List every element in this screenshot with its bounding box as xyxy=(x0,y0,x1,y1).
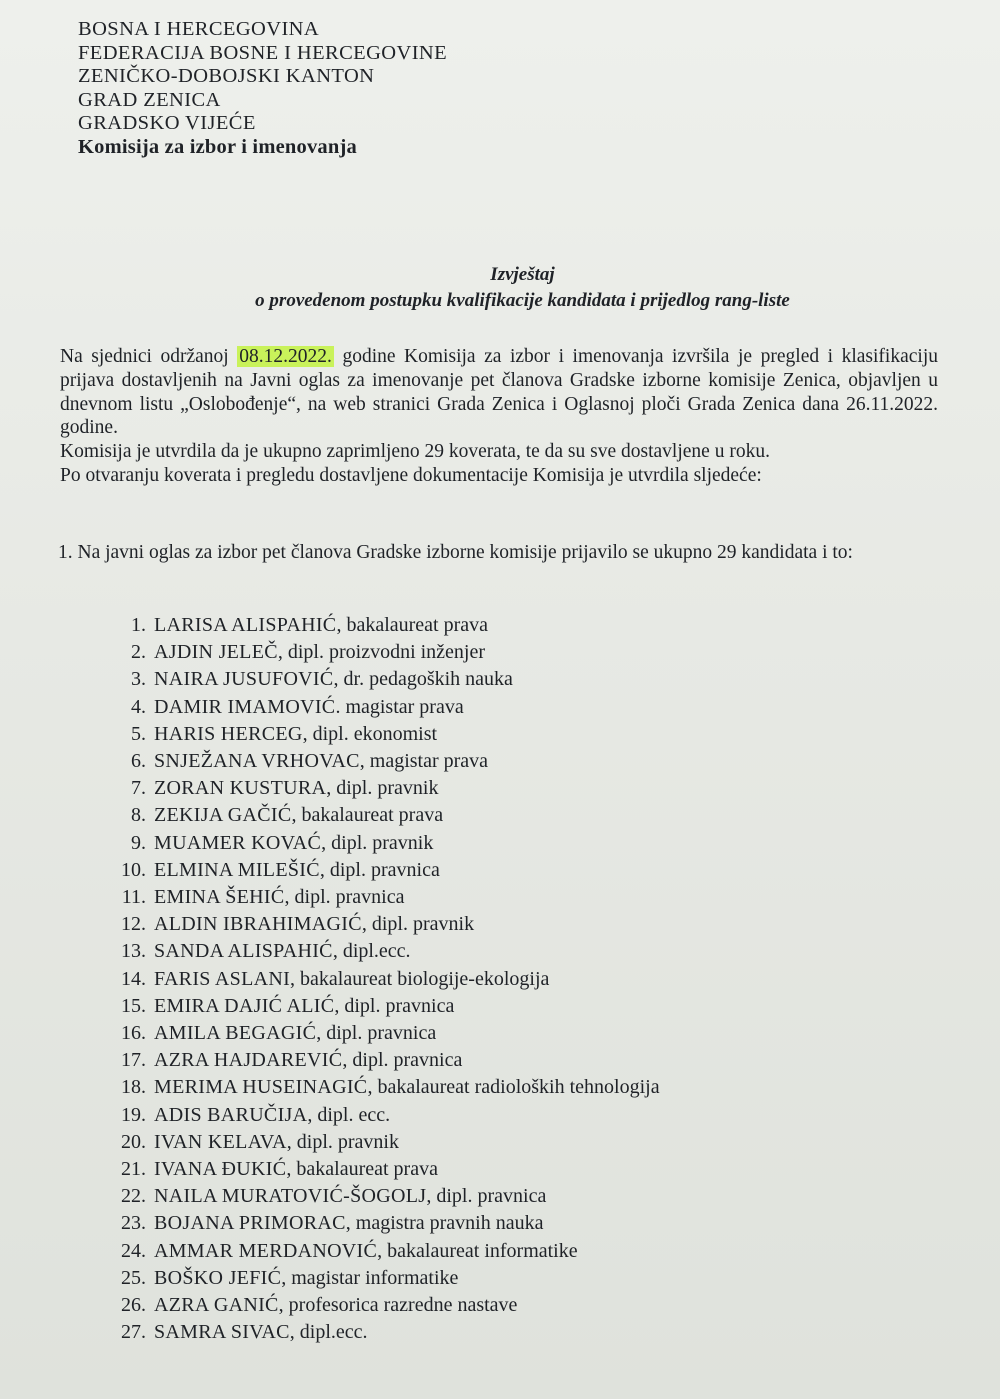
list-item xyxy=(100,1156,660,1183)
candidate-name: BOJANA PRIMORAC xyxy=(154,1212,346,1235)
list-item xyxy=(100,1210,660,1237)
candidate-qualification: , dipl. pravnik xyxy=(321,831,434,854)
candidate-name: NAIRA JUSUFOVIĆ xyxy=(154,668,334,691)
candidate-name: BOŠKO JEFIĆ xyxy=(154,1266,282,1289)
candidate-name: NAILA MURATOVIĆ-ŠOGOLJ xyxy=(154,1185,427,1208)
candidate-number: 9. xyxy=(131,831,146,854)
candidate-number: 25. xyxy=(121,1266,146,1289)
list-item xyxy=(100,612,660,639)
intro-after-date: godine Komisija za izbor i imenovanja izvršila je pregled i klasifikaciju prijava dostavljenih na Javni oglas za imenovanje pet članova Gradske izborne komisije Zenica, objavljen u dnevnom listu „Oslobođenje“, na web stranici Grada Zenica i Oglasnoj ploči Grada Zenica dana 26.11.2022. godine. xyxy=(60,346,938,439)
list-item xyxy=(100,993,660,1020)
candidate-qualification: , dipl. ecc. xyxy=(307,1103,391,1126)
report-title-subtitle: o provedenom postupku kvalifikacije kandidata i prijedlog rang-liste xyxy=(255,290,790,311)
candidate-name: SANDA ALISPAHIĆ xyxy=(154,940,333,963)
candidate-name: ALDIN IBRAHIMAGIĆ xyxy=(154,913,362,936)
intro-before-date: Na sjednici održanoj xyxy=(60,346,238,367)
list-item xyxy=(100,694,660,721)
document-header xyxy=(78,18,447,159)
report-title xyxy=(0,262,1000,314)
header-council: GRADSKO VIJEĆE xyxy=(78,112,256,134)
intro-findings-line: Po otvaranju koverata i pregledu dostavljene dokumentacije Komisija je utvrdila sljedeće: xyxy=(60,464,762,486)
candidate-number: 22. xyxy=(121,1185,146,1208)
candidate-qualification: , dipl. pravnica xyxy=(316,1022,437,1045)
candidate-qualification: , bakalaureat prava xyxy=(286,1158,438,1181)
list-item xyxy=(100,775,660,802)
intro-paragraph xyxy=(60,345,938,488)
candidate-number: 10. xyxy=(121,858,146,881)
candidate-qualification: , dipl. proizvodni inženjer xyxy=(277,641,486,664)
candidate-number: 23. xyxy=(121,1212,146,1235)
candidate-qualification: , magistar prava xyxy=(359,750,489,773)
list-item xyxy=(100,911,660,938)
candidate-number: 11. xyxy=(121,886,146,909)
header-country: BOSNA I HERCEGOVINA xyxy=(78,18,320,40)
candidate-name: ZEKIJA GAČIĆ xyxy=(154,804,292,827)
candidate-name: IVAN KELAVA xyxy=(154,1130,287,1153)
candidate-qualification: , dipl. pravnica xyxy=(319,858,440,881)
candidate-qualification: , dipl. pravnica xyxy=(426,1185,547,1208)
candidate-number: 3. xyxy=(131,668,146,691)
candidate-qualification: , profesorica razredne nastave xyxy=(278,1294,518,1317)
candidate-qualification: , magistra pravnih nauka xyxy=(345,1212,544,1235)
candidate-qualification: , dipl.ecc. xyxy=(332,940,411,963)
candidate-number: 15. xyxy=(121,994,146,1017)
candidate-name: MUAMER KOVAĆ xyxy=(154,831,322,854)
candidate-number: 16. xyxy=(121,1022,146,1045)
candidate-name: ELMINA MILEŠIĆ xyxy=(154,858,320,881)
candidate-qualification: , dipl. pravnik xyxy=(361,913,475,936)
candidate-qualification: , dipl.ecc. xyxy=(289,1321,368,1344)
header-commission: Komisija za izbor i imenovanja xyxy=(78,135,357,158)
list-item xyxy=(100,1129,660,1156)
highlighted-date: 08.12.2022. xyxy=(239,346,332,367)
candidate-name: DAMIR IMAMOVIĆ xyxy=(154,695,336,718)
candidate-number: 21. xyxy=(121,1158,146,1181)
list-item xyxy=(100,1047,660,1074)
intro-envelopes-line: Komisija je utvrdila da je ukupno zaprimljeno 29 koverata, te da su sve dostavljene u roku. xyxy=(60,441,770,463)
candidate-number: 13. xyxy=(121,940,146,963)
list-item xyxy=(100,1183,660,1210)
intro-sentence xyxy=(60,345,938,440)
list-item xyxy=(100,1292,660,1319)
candidate-number: 4. xyxy=(131,695,146,718)
candidate-qualification: , bakalaureat prava xyxy=(291,804,444,827)
candidate-qualification: , bakalaureat biologije-ekologija xyxy=(290,967,550,990)
candidate-name: AMMAR MERDANOVIĆ xyxy=(154,1239,378,1262)
candidate-list xyxy=(100,612,660,1346)
candidate-number: 5. xyxy=(131,722,146,745)
candidate-qualification: , bakalaureat prava xyxy=(336,614,489,636)
candidate-qualification: , dipl. pravnik xyxy=(286,1130,399,1153)
candidate-number: 26. xyxy=(121,1294,146,1317)
candidate-name: ADIS BARUČIJA xyxy=(154,1103,308,1126)
candidate-qualification: , dipl. pravnica xyxy=(284,886,405,909)
candidate-number: 2. xyxy=(131,641,146,664)
candidate-number: 27. xyxy=(121,1321,146,1344)
list-item xyxy=(100,1238,660,1265)
candidate-number: 7. xyxy=(131,777,146,800)
candidate-qualification: , dipl. ekonomist xyxy=(302,722,438,745)
candidate-qualification: . magistar prava xyxy=(335,695,464,718)
candidate-qualification: , dr. pedagoških nauka xyxy=(333,668,513,691)
list-item xyxy=(100,938,660,965)
candidate-number: 12. xyxy=(121,913,146,936)
candidate-name: AZRA GANIĆ xyxy=(154,1294,279,1317)
list-item xyxy=(100,1074,660,1101)
candidate-qualification: , magistar informatike xyxy=(281,1266,459,1289)
candidate-number: 8. xyxy=(131,804,146,827)
list-item xyxy=(100,830,660,857)
candidate-qualification: , bakalaureat informatike xyxy=(377,1239,578,1262)
list-item xyxy=(100,966,660,993)
list-item xyxy=(100,884,660,911)
list-item xyxy=(100,1319,660,1346)
candidate-qualification: , dipl. pravnik xyxy=(326,777,439,800)
list-item xyxy=(100,1020,660,1047)
candidate-name: LARISA ALISPAHIĆ xyxy=(154,614,337,636)
candidate-name: IVANA ĐUKIĆ xyxy=(154,1158,287,1181)
list-item xyxy=(100,857,660,884)
candidate-qualification: , dipl. pravnica xyxy=(334,994,455,1017)
point-one-text: 1. Na javni oglas za izbor pet članova Gradske izborne komisije prijavilo se ukupno 29 kandidata i to: xyxy=(58,542,853,563)
report-title-main: Izvještaj xyxy=(490,264,555,285)
list-item xyxy=(100,639,660,666)
candidate-number: 20. xyxy=(121,1130,146,1153)
candidate-number: 18. xyxy=(121,1076,146,1099)
candidate-name: SAMRA SIVAC xyxy=(154,1321,290,1344)
candidate-number: 1. xyxy=(131,614,146,636)
list-item xyxy=(100,1265,660,1292)
header-city: GRAD ZENICA xyxy=(78,88,221,111)
candidate-qualification: , bakalaureat radioloških tehnologija xyxy=(367,1076,660,1099)
list-item xyxy=(100,802,660,829)
candidate-name: AJDIN JELEČ xyxy=(154,641,278,664)
candidate-qualification: , dipl. pravnica xyxy=(342,1049,463,1072)
candidate-name: HARIS HERCEG xyxy=(154,722,303,745)
candidate-name: EMIRA DAJIĆ ALIĆ xyxy=(154,994,335,1017)
list-item xyxy=(100,666,660,693)
candidate-number: 6. xyxy=(131,750,146,773)
candidate-name: FARIS ASLANI xyxy=(154,967,291,990)
candidate-name: AMILA BEGAGIĆ xyxy=(154,1022,317,1045)
header-canton: ZENIČKO-DOBOJSKI KANTON xyxy=(78,65,375,87)
list-item xyxy=(100,1102,660,1129)
list-item xyxy=(100,748,660,775)
list-item xyxy=(100,721,660,748)
candidate-number: 14. xyxy=(121,967,146,990)
candidate-name: MERIMA HUSEINAGIĆ xyxy=(154,1076,368,1099)
candidate-name: EMINA ŠEHIĆ xyxy=(154,886,285,909)
candidate-name: AZRA HAJDAREVIĆ xyxy=(154,1049,343,1072)
candidate-name: ZORAN KUSTURA xyxy=(154,777,327,800)
candidate-number: 19. xyxy=(121,1103,146,1126)
candidate-name: SNJEŽANA VRHOVAC xyxy=(154,750,360,773)
candidate-number: 24. xyxy=(121,1239,146,1262)
header-federation: FEDERACIJA BOSNE I HERCEGOVINE xyxy=(78,41,448,64)
candidate-number: 17. xyxy=(121,1049,146,1072)
